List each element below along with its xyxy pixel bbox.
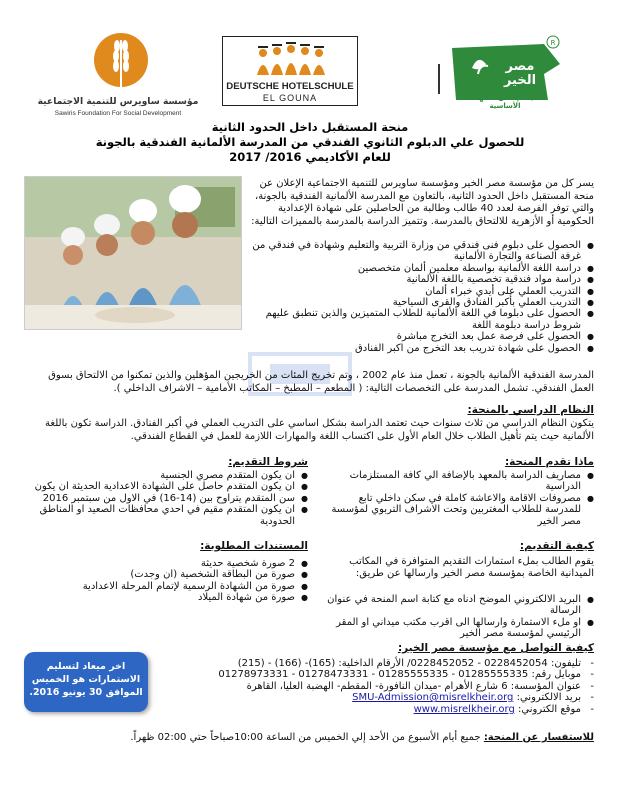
contact-site-link[interactable]: www.misrelkheir.org [413,703,515,715]
contact-site-label: موقع الكتروني: [517,703,581,715]
how-to-apply-item: ● او ملء الاستمارة وارسالها الى اقرب مكتب ميداني او المقر الرئيسي لمؤسسة مصر الخير [320,617,594,640]
feature-item: ● الحصول على دبلوما في اللغة الألمانية للطلاب المتميزين والذين تنطبق عليهم شروط دراسة دبلومة اللغة [248,308,594,331]
study-system-heading: النظام الدراسي بالمنحة: [467,404,594,416]
deadline-box [24,652,148,712]
hotel-logo-line2: EL GOUNA [262,93,318,103]
feature-item: ● دراسة مواد فندقية تخصصية باللغة الألمانية [248,274,594,285]
study-system-text: يتكون النظام الدراسي من ثلاث سنوات حيث تعتمد الدراسة بشكل اساسي على التدريب العملي في أكبر الفنادق. الدراسة تكون باللغة الألمانية حيث يتم تأهيل الطلاب خلال العام الأول على اكتساب اللغة والمهارات اللازمة للعمل في القطاع الفندقي. [45,418,594,442]
contact-email-link[interactable]: SMU-Admission@misrelkheir.org [352,692,514,704]
document-item: ● صورة من البطاقة الشخصية (ان وجدت) [24,569,308,580]
svg-text:R: R [550,39,556,47]
feature-item: ● التدريب العملي على أيدي خبراء ألمان [248,286,594,297]
grant-offers-list [320,470,594,527]
grant-offer-item: ● مصاريف الدراسة بالمعهد بالإضافة الي كافة المستلزمات الدراسية [320,470,594,493]
graduates-icon [253,41,329,75]
feature-item: ● التدريب العملي بأكبر الفنادق والقرى السياحية [248,297,594,308]
contact-heading: كيفية التواصل مع مؤسسة مصر الخير: [397,642,594,654]
title-line-3: للعام الأكاديمي 2016/ 2017 [229,150,391,164]
deadline-line-2: الاستمارات هو الخميس [31,674,141,685]
documents-list [24,558,308,604]
contact-list [176,658,594,715]
document-item: ● صورة من الشهادة الرسمية لإتمام المرحلة الاعدادية [24,581,308,592]
deutsche-hotelschule-logo [222,36,358,106]
sawiris-foundation-logo [34,30,204,122]
grant-offer-item: ● مصروفات الاقامة والاعاشة كاملة في سكن داخلي تابع للمدرسة للطلاب المغتربين وتحت الاشراف التربوي لمؤسسة مصر الخير [320,493,594,527]
hotel-logo-line1: DEUTSCHE HOTELSCHULE [226,81,354,92]
inquiry-heading: للاستفسار عن المنحة: [483,732,594,743]
documents-heading: المستندات المطلوبة: [200,540,308,552]
contact-email-label: بريد الالكتروني: [516,692,581,704]
inquiry-row [24,732,594,743]
contact-site-row [176,704,594,715]
contact-email-row [176,692,594,703]
how-to-apply-heading: كيفية التقديم: [519,540,594,552]
grant-offers-heading: ماذا تقدم المنحة: [504,456,594,468]
apply-conditions-heading: شروط التقديم: [228,456,308,468]
feature-item: ● الحصول على فرصة عمل بعد التخرج مباشرة [248,331,594,342]
deadline-line-1: اخر ميعاد لتسليم [46,661,126,672]
condition-item: ● ان يكون المتقدم مقيم في احدي محافظات الصعيد او المناطق الحدودية [24,504,308,527]
wheat-circle-icon [92,30,150,94]
document-item: ● 2 صورة شخصية حديثة [24,558,308,569]
header-divider [438,64,440,94]
sawiris-english-name: Sawiris Foundation For Social Development [54,110,182,117]
condition-item: ● سن المتقدم يتراوح بين (14-16) في الاول من سبتمبر 2016 [24,493,308,504]
contact-address: - عنوان المؤسسة: 6 شارع الأهرام -ميدان النافورة- المقطم- الهضبة العليا، القاهرة [176,681,594,692]
sawiris-arabic-name: مؤسسة ساويرس للتنمية الاجتماعية [37,96,199,107]
document-item: ● صورة من شهادة الميلاد [24,592,308,603]
intro-paragraph: يسر كل من مؤسسة مصر الخير ومؤسسة ساويرس للتنمية الاجتماعية الإعلان عن منحة المستقبل داخل الحدود الثانية، بالتعاون مع المدرسة الألمانية الفندقية بالجونة، والتي توفر الفرصة لعدد 40 طالب وطالبة من الحاصلين على شهادة الإعدادية الحكومية أو الأزهرية للالتحاق بالمدرسة. وتتميز الدراسة بالمدرسة بالمميزات التالية: [251,178,594,227]
how-to-apply-intro: يقوم الطالب بملء استمارات التقديم المتوافرة في المكاتب الميدانية الخاصة بمؤسسة مصر الخير وارسالها عن طريق: [349,556,594,579]
misr-logo-name: مصر الخير [503,59,537,88]
misr-logo-tagline: تنمية الإنسان .. مهمتنا الأساسية [466,94,544,110]
feature-item: ● دراسة اللغة الألمانية بواسطة معلمين ألمان متخصصين [248,263,594,274]
contact-phone: - تليفون: 0228452054 - 0228452052/ الأرقام الداخلية: (165)- (166) - (215) [176,658,594,669]
how-to-apply-list [320,594,594,640]
chef-students-illustration [25,177,242,330]
apply-conditions-list [24,470,308,527]
students-photo [24,176,242,330]
misr-elkheir-logo [448,34,566,110]
condition-item: ● ان يكون المتقدم مصري الجنسية [24,470,308,481]
title-line-2: للحصول علي الدبلوم الثانوي الفندقي من المدرسة الألمانية الفندقية بالجونة [95,135,525,149]
title-line-1: منحة المستقبل داخل الحدود الثانية [211,120,409,134]
deadline-line-3: الموافق 30 يونيو 2016. [29,687,143,698]
contact-mobile: - موبايل رقم: 01285555335 - 01285555335 - 01278473331 - 01278973331 [176,669,594,680]
features-list [248,240,594,354]
how-to-apply-item: ● البريد الالكتروني الموضح ادناه مع كتابة اسم المنحة في عنوان الرسالة [320,594,594,617]
feature-item: ● الحصول على شهادة تدريب بعد التخرج من اكبر الفنادق [248,343,594,354]
inquiry-text: جميع أيام الأسبوع من الأحد إلي الخميس من الساعة 10:00صباحاً حتي 02:00 ظهراً. [130,732,481,743]
feature-item: ● الحصول على دبلوم فنى فندقي من وزارة التربية والتعليم وشهادة في فندقي من غرفة الصناعة والتجارة الألمانية [248,240,594,263]
condition-item: ● ان يكون المتقدم حاصل على الشهادة الاعدادية الحديثة ان يكون [24,481,308,492]
school-paragraph: المدرسة الفندقية الألمانية بالجونة ، تعمل منذ عام 2002 ، وتم تخريج المئات من الخريجين المؤهلين والذين تمكنوا من الالتحاق بسوق العمل الفندقي. تشمل المدرسة على التخصصات التالية: ( المطعم – المطبخ – المكاتب الأمامية – الاشراف الداخلي ). [48,370,594,394]
